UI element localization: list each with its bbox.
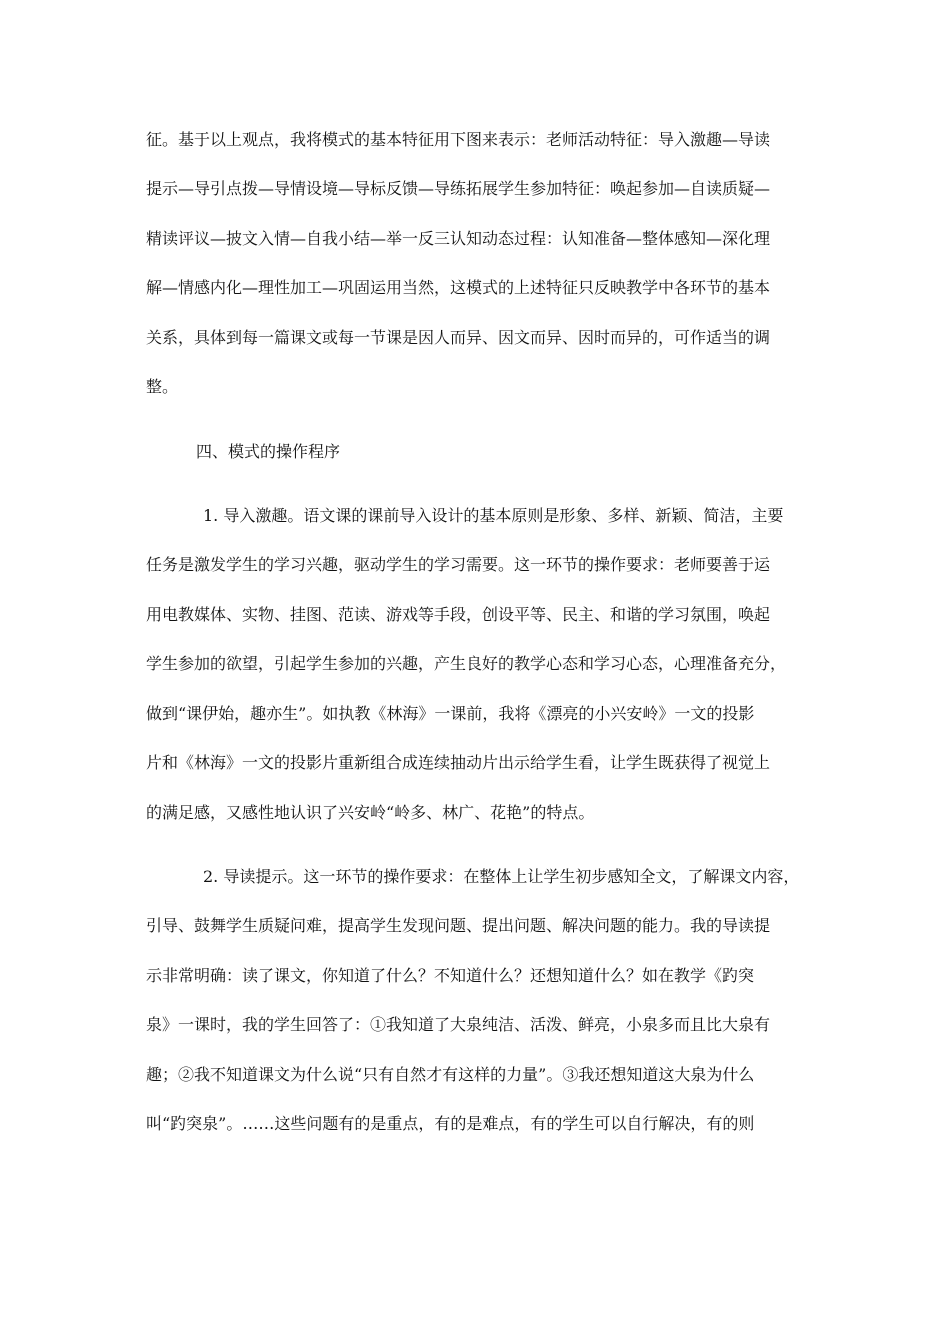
text-line: 1. 导入激趣。语文课的课前导入设计的基本原则是形象、多样、新颖、简洁，主要 (203, 506, 784, 525)
text-line: 整。 (146, 377, 179, 396)
text-line: 任务是激发学生的学习兴趣，驱动学生的学习需要。这一环节的操作要求：老师要善于运 (146, 555, 771, 574)
section-heading: 四、模式的操作程序 (196, 442, 341, 461)
text-line: 关系，具体到每一篇课文或每一节课是因人而异、因文而异、因时而异的，可作适当的调 (146, 328, 771, 347)
text-line: 引导、鼓舞学生质疑问难，提高学生发现问题、提出问题、解决问题的能力。我的导读提 (146, 916, 771, 935)
text-line: 用电教媒体、实物、挂图、范读、游戏等手段，创设平等、民主、和谐的学习氛围，唤起 (146, 605, 771, 624)
text-line: 征。基于以上观点，我将模式的基本特征用下图来表示：老师活动特征：导入激趣—导读 (146, 130, 771, 149)
text-line: 提示—导引点拨—导情设境—导标反馈—导练拓展学生参加特征：唤起参加—自读质疑— (146, 179, 771, 198)
text-line: 精读评议—披文入情—自我小结—举一反三认知动态过程：认知准备—整体感知—深化理 (146, 229, 771, 248)
text-line: 趣；②我不知道课文为什么说“只有自然才有这样的力量”。③我还想知道这大泉为什么 (146, 1065, 755, 1084)
text-line: 学生参加的欲望，引起学生参加的兴趣，产生良好的教学心态和学习心态，心理准备充分， (146, 654, 787, 673)
text-line: 泉》一课时，我的学生回答了：①我知道了大泉纯洁、活泼、鲜亮，小泉多而且比大泉有 (146, 1015, 771, 1034)
text-line: 的满足感，又感性地认识了兴安岭“岭多、林广、花艳”的特点。 (146, 803, 595, 822)
text-line: 叫“趵突泉”。……这些问题有的是重点，有的是难点，有的学生可以自行解决，有的则 (146, 1114, 755, 1133)
text-line: 片和《林海》一文的投影片重新组合成连续抽动片出示给学生看，让学生既获得了视觉上 (146, 753, 771, 772)
text-line: 示非常明确：读了课文，你知道了什么？不知道什么？还想知道什么？如在教学《趵突 (146, 966, 755, 985)
text-line: 2. 导读提示。这一环节的操作要求：在整体上让学生初步感知全文，了解课文内容， (203, 867, 800, 886)
text-line: 做到“课伊始，趣亦生”。如执教《林海》一课前，我将《漂亮的小兴安岭》一文的投影 (146, 704, 755, 723)
text-line: 解—情感内化—理性加工—巩固运用当然，这模式的上述特征只反映教学中各环节的基本 (146, 278, 771, 297)
